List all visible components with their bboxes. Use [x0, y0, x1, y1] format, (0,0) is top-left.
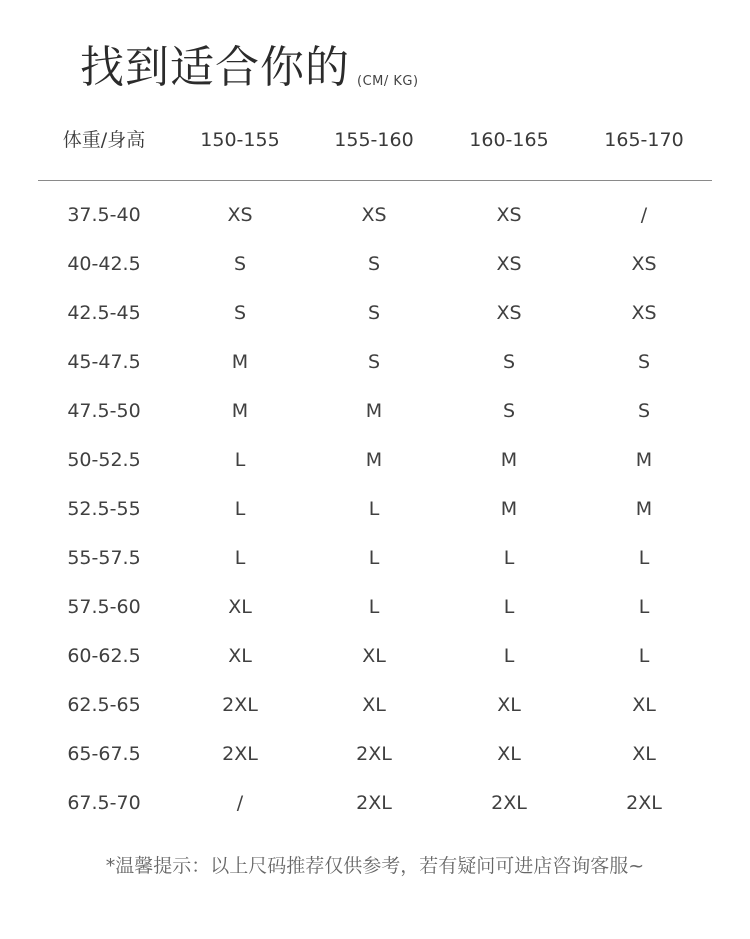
table-row	[38, 297, 712, 346]
size-cell: XL	[362, 645, 386, 667]
size-cell: L	[368, 498, 380, 520]
header-weight-height: 体重/身高	[62, 129, 146, 151]
weight-range-cell: 67.5-70	[67, 792, 141, 814]
unit-label: (CM/ KG)	[357, 74, 419, 89]
size-cell: L	[368, 547, 380, 569]
size-cell: L	[368, 596, 380, 618]
table-row	[38, 591, 712, 640]
table-row	[38, 787, 712, 836]
size-cell: M	[365, 400, 383, 422]
header-height-165-170: 165-170	[604, 129, 684, 151]
size-cell: M	[500, 498, 518, 520]
size-cell: L	[638, 547, 650, 569]
weight-range-cell: 65-67.5	[67, 743, 141, 765]
size-cell: 2XL	[491, 792, 527, 814]
size-cell: S	[637, 400, 651, 422]
size-cell: XL	[228, 596, 252, 618]
table-row	[38, 395, 712, 444]
size-cell: XL	[497, 743, 521, 765]
table-row	[38, 542, 712, 591]
size-cell: L	[638, 645, 650, 667]
weight-range-cell: 45-47.5	[67, 351, 141, 373]
size-cell: M	[500, 449, 518, 471]
size-cell: XL	[497, 694, 521, 716]
table-row	[38, 444, 712, 493]
weight-range-cell: 62.5-65	[67, 694, 141, 716]
size-cell: XL	[228, 645, 252, 667]
table-row	[38, 248, 712, 297]
table-row	[38, 640, 712, 689]
size-cell: /	[236, 792, 244, 814]
size-cell: XL	[362, 694, 386, 716]
table-row	[38, 689, 712, 738]
weight-range-cell: 55-57.5	[67, 547, 141, 569]
size-cell: S	[367, 302, 381, 324]
size-cell: XS	[227, 204, 253, 226]
page-title: 找到适合你的	[80, 42, 350, 93]
size-cell: S	[502, 400, 516, 422]
size-cell: S	[233, 302, 247, 324]
size-cell: L	[638, 596, 650, 618]
header-height-160-165: 160-165	[469, 129, 549, 151]
size-cell: 2XL	[222, 694, 258, 716]
size-cell: S	[367, 351, 381, 373]
weight-range-cell: 47.5-50	[67, 400, 141, 422]
weight-range-cell: 42.5-45	[67, 302, 141, 324]
size-cell: XS	[496, 302, 522, 324]
weight-range-cell: 60-62.5	[67, 645, 141, 667]
size-cell: M	[231, 400, 249, 422]
size-cell: M	[231, 351, 249, 373]
weight-range-cell: 37.5-40	[67, 204, 141, 226]
size-cell: L	[503, 547, 515, 569]
size-cell: S	[502, 351, 516, 373]
size-cell: XS	[496, 253, 522, 275]
weight-range-cell: 57.5-60	[67, 596, 141, 618]
table-row	[38, 346, 712, 395]
header-height-150-155: 150-155	[200, 129, 280, 151]
size-cell: L	[234, 449, 246, 471]
size-cell: XS	[496, 204, 522, 226]
size-cell: L	[234, 547, 246, 569]
weight-range-cell: 40-42.5	[67, 253, 141, 275]
size-cell: 2XL	[356, 792, 392, 814]
header-divider	[38, 180, 712, 181]
size-cell: XL	[632, 694, 656, 716]
size-cell: M	[365, 449, 383, 471]
table-header	[38, 124, 712, 156]
size-table-body	[38, 199, 712, 836]
table-row	[38, 199, 712, 248]
table-row	[38, 738, 712, 787]
size-cell: 2XL	[356, 743, 392, 765]
size-cell: XS	[631, 253, 657, 275]
size-cell: 2XL	[626, 792, 662, 814]
size-cell: L	[503, 596, 515, 618]
size-cell: XL	[632, 743, 656, 765]
size-cell: M	[635, 498, 653, 520]
weight-range-cell: 50-52.5	[67, 449, 141, 471]
table-row	[38, 493, 712, 542]
size-cell: /	[640, 204, 648, 226]
size-cell: XS	[361, 204, 387, 226]
size-cell: S	[637, 351, 651, 373]
weight-range-cell: 52.5-55	[67, 498, 141, 520]
size-cell: L	[234, 498, 246, 520]
header-height-155-160: 155-160	[334, 129, 414, 151]
size-cell: 2XL	[222, 743, 258, 765]
size-cell: M	[635, 449, 653, 471]
size-cell: L	[503, 645, 515, 667]
size-cell: XS	[631, 302, 657, 324]
size-cell: S	[367, 253, 381, 275]
footer-note: *温馨提示：以上尺码推荐仅供参考，若有疑问可进店咨询客服~	[105, 855, 645, 877]
size-cell: S	[233, 253, 247, 275]
